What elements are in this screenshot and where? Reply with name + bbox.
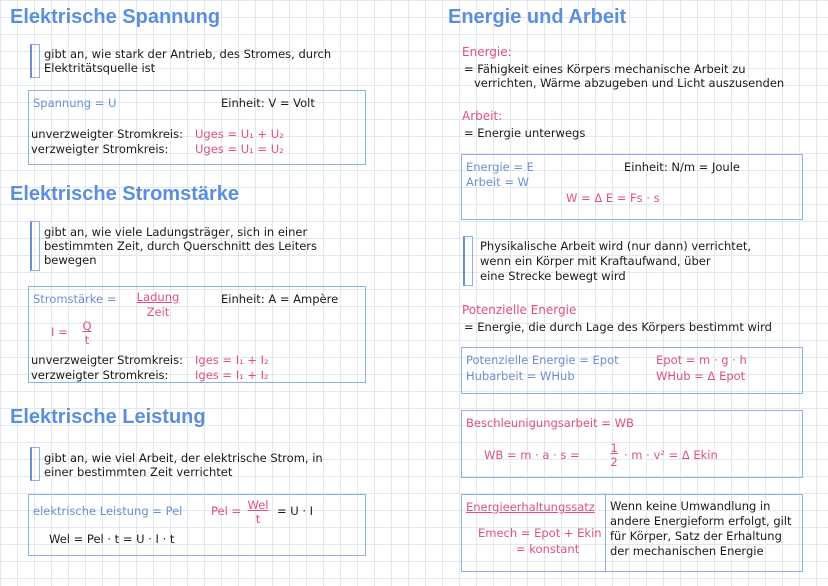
- heading-stromstaerke: Elektrische Stromstärke: [10, 183, 240, 205]
- hubarbeit-formula: WHub = Δ Epot: [656, 369, 746, 383]
- spannung-unverzweigt-label: unverzweigter Stromkreis:: [31, 127, 183, 141]
- energieerhaltungssatz-text-line2: andere Energieform erfolgt, gilt: [610, 514, 792, 528]
- stromstaerke-formula-box: [28, 286, 366, 383]
- spannung-symbol: Spannung = U: [33, 96, 117, 110]
- arbeit-formula: W = Δ E = Fs · s: [566, 191, 660, 205]
- energie-definition-line2: verrichten, Wärme abzugeben und Licht auszusenden: [474, 76, 785, 90]
- leistung-formula-numerator: Wel: [247, 498, 269, 512]
- heading-leistung: Elektrische Leistung: [10, 406, 206, 428]
- potenzielle-energie-symbol: Potenzielle Energie = Epot: [466, 353, 619, 367]
- physikalische-arbeit-line3: eine Strecke bewegt wird: [480, 269, 626, 283]
- stromstaerke-unverzweigt-formula: Iges = I₁ + I₂: [195, 353, 269, 367]
- stromstaerke-verzweigt-formula: Iges = I₁ + I₂: [195, 368, 269, 382]
- energieerhaltungssatz-box: [461, 494, 803, 572]
- potenzielle-energie-definition: = Energie, die durch Lage des Körpers bestimmt wird: [464, 320, 772, 334]
- stromstaerke-desc-line1: gibt an, wie viele Ladungsträger, sich in einer: [44, 225, 308, 239]
- stromstaerke-frac-denominator: Zeit: [146, 305, 170, 319]
- physikalische-arbeit-line1: Physikalische Arbeit wird (nur dann) verrichtet,: [480, 239, 752, 253]
- leistung-desc-line2: einer bestimmten Zeit verrichtet: [44, 465, 233, 479]
- energie-symbol: Energie = E: [466, 160, 534, 174]
- arbeit-symbol: Arbeit = W: [466, 175, 529, 189]
- spannung-formula-box: [28, 90, 366, 165]
- energieerhaltungssatz-text-line1: Wenn keine Umwandlung in: [610, 499, 771, 513]
- beschleunigungsarbeit-title: Beschleunigungsarbeit = WB: [466, 416, 634, 430]
- arbeit-definition: = Energie unterwegs: [464, 126, 586, 140]
- bullet-marker: [30, 44, 40, 78]
- energieerhaltungssatz-text-line4: der mechanischen Energie: [610, 544, 764, 558]
- spannung-verzweigt-label: verzweigter Stromkreis:: [31, 142, 169, 156]
- leistung-formula-rhs: = U · I: [277, 504, 314, 518]
- stromstaerke-unverzweigt-label: unverzweigter Stromkreis:: [31, 353, 183, 367]
- energie-definition-line1: = Fähigkeit eines Körpers mechanische Arbeit zu: [464, 62, 746, 76]
- beschleunigungsarbeit-box: [461, 410, 803, 478]
- leistung-symbol: elektrische Leistung = Pel: [33, 504, 183, 518]
- heading-energie-arbeit: Energie und Arbeit: [448, 6, 627, 28]
- energieerhaltungssatz-title: Energieerhaltungssatz: [466, 500, 595, 514]
- spannung-verzweigt-formula: Uges = U₁ = U₂: [195, 142, 284, 156]
- physikalische-arbeit-line2: wenn ein Körper mit Kraftaufwand, über: [480, 254, 711, 268]
- box-divider: [605, 495, 606, 571]
- stromstaerke-formula-lhs: I =: [51, 325, 68, 339]
- arbeit-title: Arbeit:: [462, 109, 503, 123]
- potenzielle-energie-formula: Epot = m · g · h: [656, 353, 747, 367]
- leistung-desc-line1: gibt an, wie viel Arbeit, der elektrische Strom, in: [44, 451, 323, 465]
- leistung-work-formula: Wel = Pel · t = U · I · t: [49, 532, 175, 546]
- spannung-unit: Einheit: V = Volt: [221, 96, 315, 110]
- bullet-marker: [30, 221, 40, 271]
- energie-title: Energie:: [462, 45, 512, 59]
- leistung-formula-lhs: Pel =: [211, 504, 242, 518]
- energie-arbeit-formula-box: [461, 154, 803, 220]
- stromstaerke-verzweigt-label: verzweigter Stromkreis:: [31, 368, 169, 382]
- beschleunigungsarbeit-frac-denominator: 2: [610, 455, 618, 469]
- spannung-desc-line2: Elektritätsquelle ist: [44, 61, 156, 75]
- energie-unit: Einheit: N/m = Joule: [624, 160, 740, 174]
- bullet-marker: [463, 236, 473, 286]
- leistung-formula-box: [28, 494, 366, 556]
- potenzielle-energie-box: [461, 347, 803, 394]
- heading-spannung: Elektrische Spannung: [10, 6, 221, 28]
- beschleunigungsarbeit-formula-rest: · m · v² = Δ Ekin: [624, 448, 718, 462]
- hubarbeit-symbol: Hubarbeit = WHub: [466, 369, 575, 383]
- stromstaerke-formula-numerator: Q: [82, 319, 92, 333]
- stromstaerke-desc-line3: bewegen: [44, 253, 97, 267]
- stromstaerke-frac-numerator: Ladung: [136, 290, 180, 304]
- leistung-formula-denominator: t: [255, 512, 261, 526]
- energieerhaltungssatz-konstant: = konstant: [516, 542, 580, 556]
- spannung-unverzweigt-formula: Uges = U₁ + U₂: [195, 127, 284, 141]
- stromstaerke-desc-line2: bestimmten Zeit, durch Querschnitt des Leiters: [44, 239, 318, 253]
- stromstaerke-formula-denominator: t: [84, 333, 90, 347]
- energieerhaltungssatz-formula: Emech = Epot + Ekin: [478, 526, 602, 540]
- potenzielle-energie-title: Potenzielle Energie: [462, 303, 577, 317]
- beschleunigungsarbeit-frac-numerator: 1: [610, 441, 618, 455]
- bullet-marker: [30, 447, 40, 481]
- stromstaerke-symbol: Stromstärke =: [33, 292, 117, 306]
- beschleunigungsarbeit-formula: WB = m · a · s =: [484, 448, 580, 462]
- spannung-desc-line1: gibt an, wie stark der Antrieb, des Stromes, durch: [44, 47, 332, 61]
- stromstaerke-unit: Einheit: A = Ampère: [221, 292, 339, 306]
- energieerhaltungssatz-text-line3: für Körper, Satz der Erhaltung: [610, 529, 782, 543]
